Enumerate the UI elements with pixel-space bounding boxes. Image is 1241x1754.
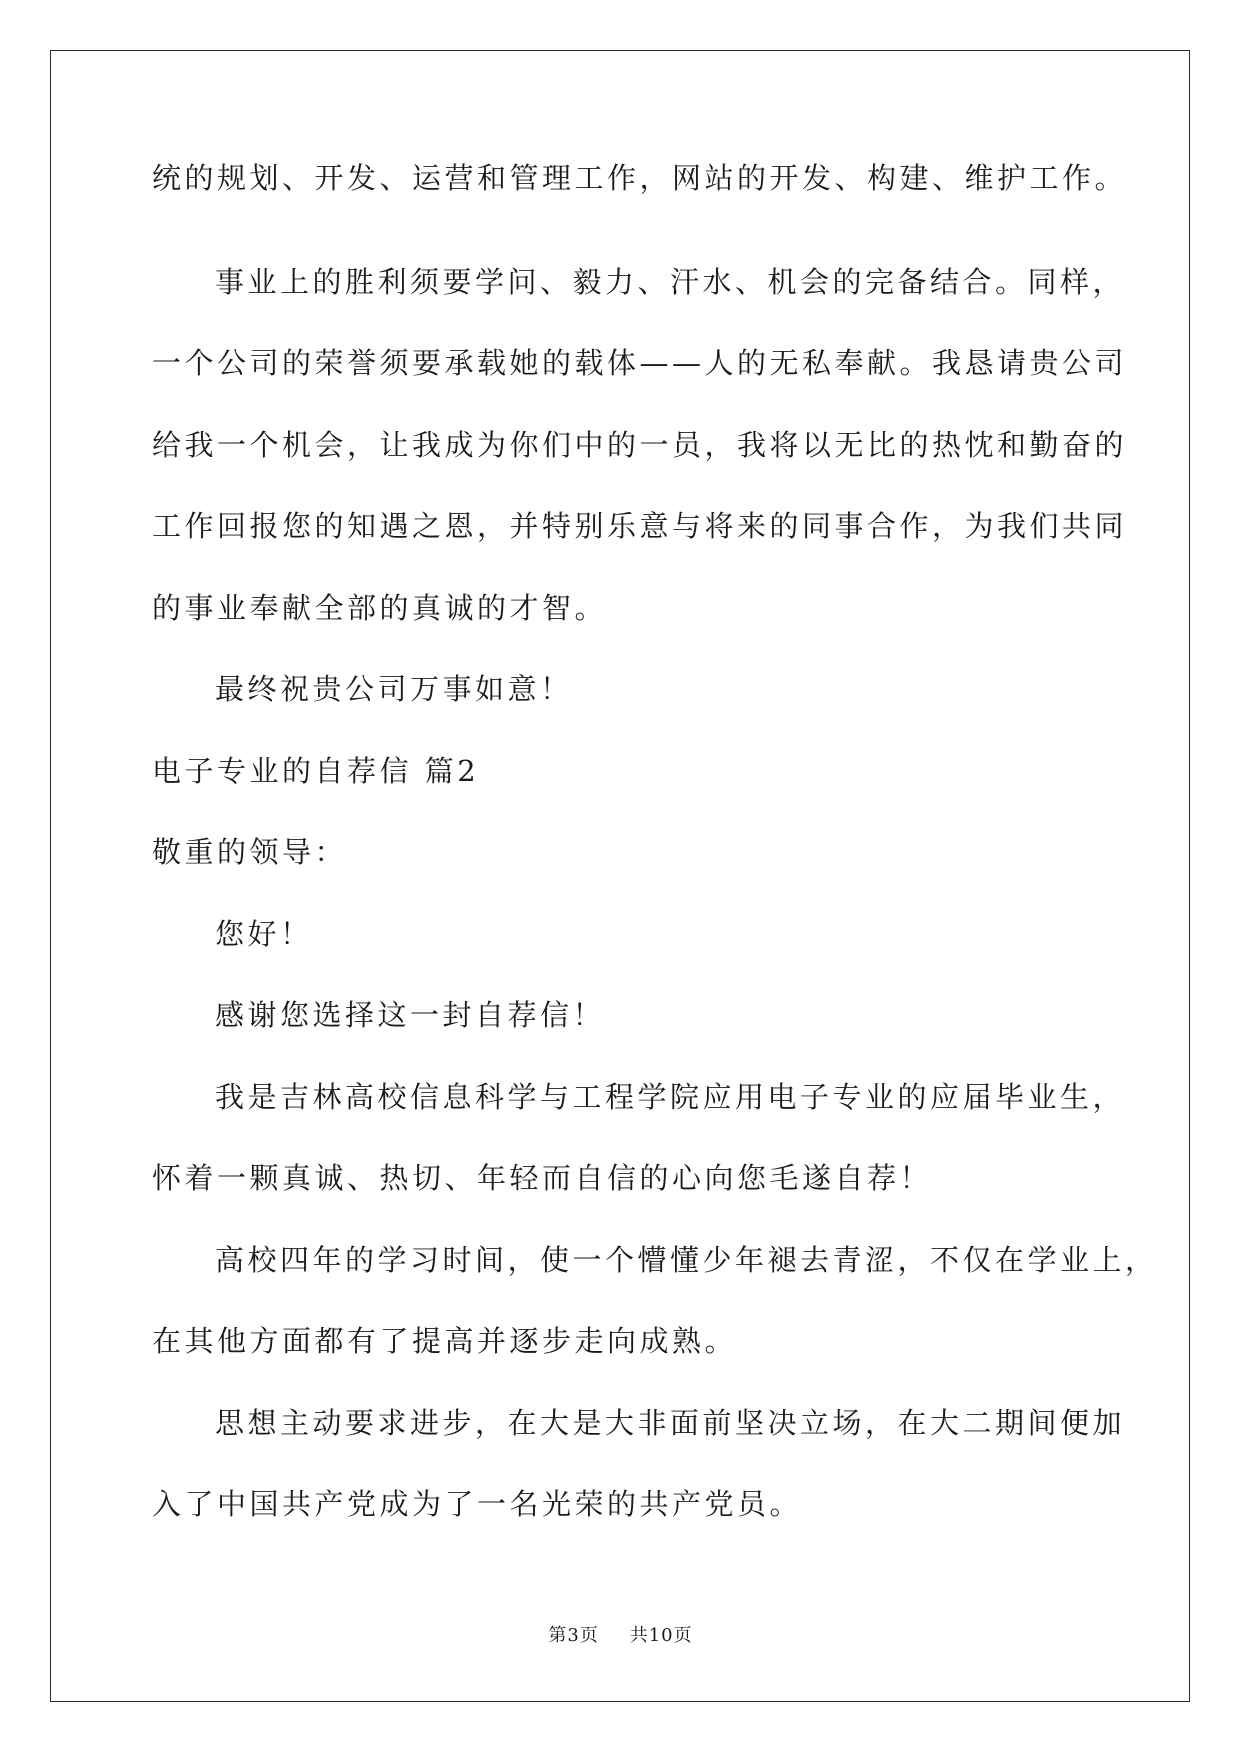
- text-line: 统的规划、开发、运营和管理工作，网站的开发、构建、维护工作。: [152, 161, 1128, 195]
- closing-wish: 最终祝贵公司万事如意！: [215, 672, 573, 706]
- page-footer: [0, 1621, 1241, 1647]
- text-line: 在其他方面都有了提高并逐步走向成熟。: [152, 1324, 738, 1358]
- text-line: 入了中国共产党成为了一名光荣的共产党员。: [152, 1487, 803, 1521]
- salutation: 敬重的领导：: [152, 835, 348, 869]
- greeting: 您好！: [215, 916, 313, 951]
- document-body: [152, 160, 1158, 1546]
- text-line: 高校四年的学习时间，使一个懵懂少年褪去青涩，不仅在学业上，: [215, 1242, 1158, 1277]
- text-line: 怀着一颗真诚、热切、年轻而自信的心向您毛遂自荐！: [152, 1161, 933, 1195]
- text-line: 思想主动要求进步，在大是大非面前坚决立场，在大二期间便加: [215, 1405, 1126, 1440]
- text-line: 一个公司的荣誉须要承载她的载体——人的无私奉献。我恳请贵公司: [152, 346, 1128, 380]
- text-line: 工作回报您的知遇之恩，并特别乐意与将来的同事合作，为我们共同: [152, 509, 1128, 543]
- page-number: 第3页: [548, 1625, 599, 1646]
- text-line: 事业上的胜利须要学问、毅力、汗水、机会的完备结合。同样，: [215, 264, 1126, 299]
- total-pages: 共10页: [629, 1625, 693, 1646]
- text-line: 我是吉林高校信息科学与工程学院应用电子专业的应届毕业生，: [215, 1079, 1126, 1114]
- section-heading: 电子专业的自荐信 篇2: [152, 753, 480, 788]
- text-line: 给我一个机会，让我成为你们中的一员，我将以无比的热忱和勤奋的: [152, 427, 1128, 462]
- text-line: 的事业奉献全部的真诚的才智。: [152, 590, 608, 625]
- text-line: 感谢您选择这一封自荐信！: [215, 998, 606, 1032]
